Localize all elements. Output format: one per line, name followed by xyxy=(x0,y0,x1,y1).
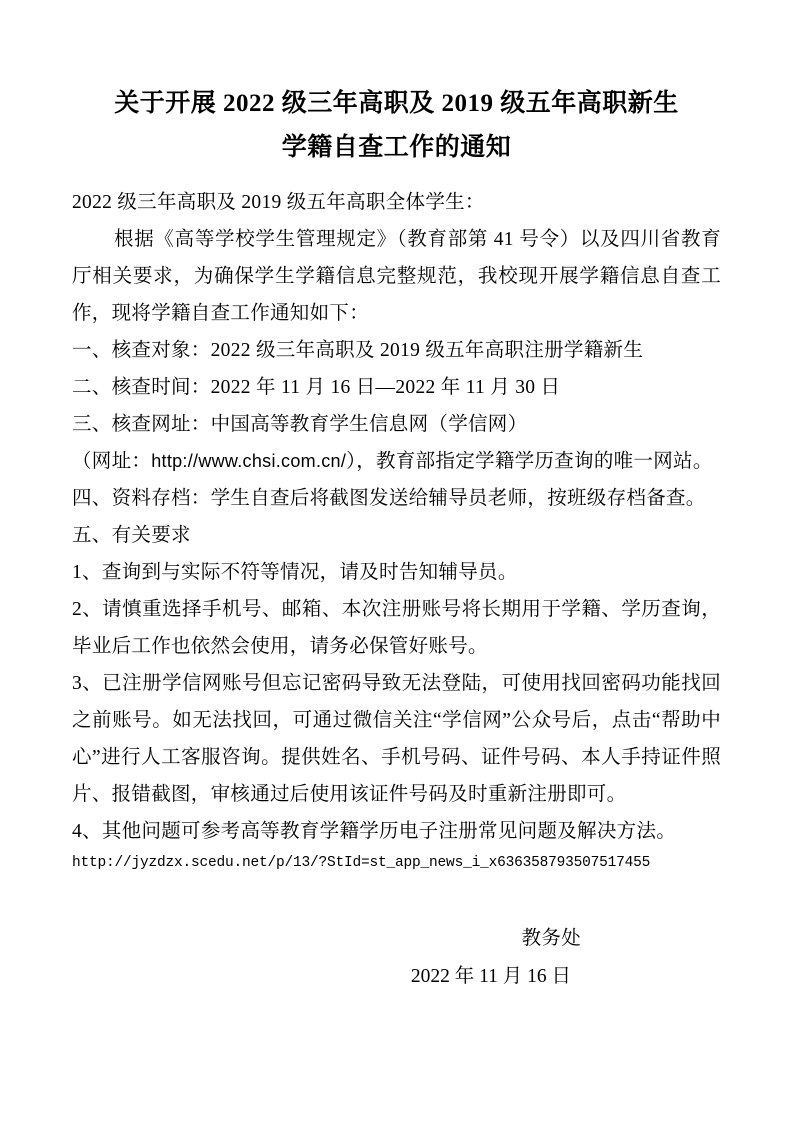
title-line-1: 关于开展 2022 级三年高职及 2019 级五年高职新生 xyxy=(114,90,679,117)
item-audit-time: 二、核查时间：2022 年 11 月 16 日—2022 年 11 月 30 日 xyxy=(72,377,561,398)
url-note xyxy=(72,443,721,480)
requirement-1: 1、查询到与实际不符等情况，请及时告知辅导员。 xyxy=(72,562,518,583)
footer-url[interactable]: http://jyzdzx.scedu.net/p/13/?StId=st_app_news_i_x636358793507517455 xyxy=(72,855,651,871)
item-requirements-heading: 五、有关要求 xyxy=(72,525,191,546)
salutation: 2022 级三年高职及 2019 级五年高职全体学生： xyxy=(72,192,485,213)
item-archive: 四、资料存档：学生自查后将截图发送给辅导员老师，按班级存档备查。 xyxy=(72,488,706,509)
signature-block xyxy=(72,920,721,996)
requirement-3: 3、已注册学信网账号但忘记密码导致无法登陆，可使用找回密码功能找回之前账号。如无法找回，可通过微信关注“学信网”公众号后，点击“帮助中心”进行人工客服咨询。提供姓名、手机号码、证件号码、本人手持证件照片、报错截图，审核通过后使用该证件号码及时重新注册即可。 xyxy=(72,673,721,805)
signature-date: 2022 年 11 月 16 日 xyxy=(410,966,571,987)
chsi-link[interactable]: http://www.chsi.com.cn/ xyxy=(151,451,347,471)
requirement-2: 2、请慎重选择手机号、邮箱、本次注册账号将长期用于学籍、学历查询，毕业后工作也依然会使用，请务必保管好账号。 xyxy=(72,599,721,657)
item-audit-target: 一、核查对象：2022 级三年高职及 2019 级五年高职注册学籍新生 xyxy=(72,340,644,361)
document-body xyxy=(72,184,721,996)
title-line-2: 学籍自查工作的通知 xyxy=(281,134,512,161)
url-note-suffix: ），教育部指定学籍学历查询的唯一网站。 xyxy=(346,451,713,472)
item-audit-site: 三、核查网址：中国高等教育学生信息网（学信网） xyxy=(72,414,528,435)
signature-office: 教务处 xyxy=(521,928,581,949)
intro-paragraph: 根据《高等学校学生管理规定》（教育部第 41 号令）以及四川省教育厅相关要求，为确保学生学籍信息完整规范，我校现开展学籍信息自查工作，现将学籍自查工作通知如下： xyxy=(72,229,721,324)
url-note-prefix: （网址： xyxy=(72,451,152,472)
requirement-4: 4、其他问题可参考高等教育学籍学历电子注册常见问题及解决方法。 xyxy=(72,821,677,842)
page-title xyxy=(72,82,721,170)
